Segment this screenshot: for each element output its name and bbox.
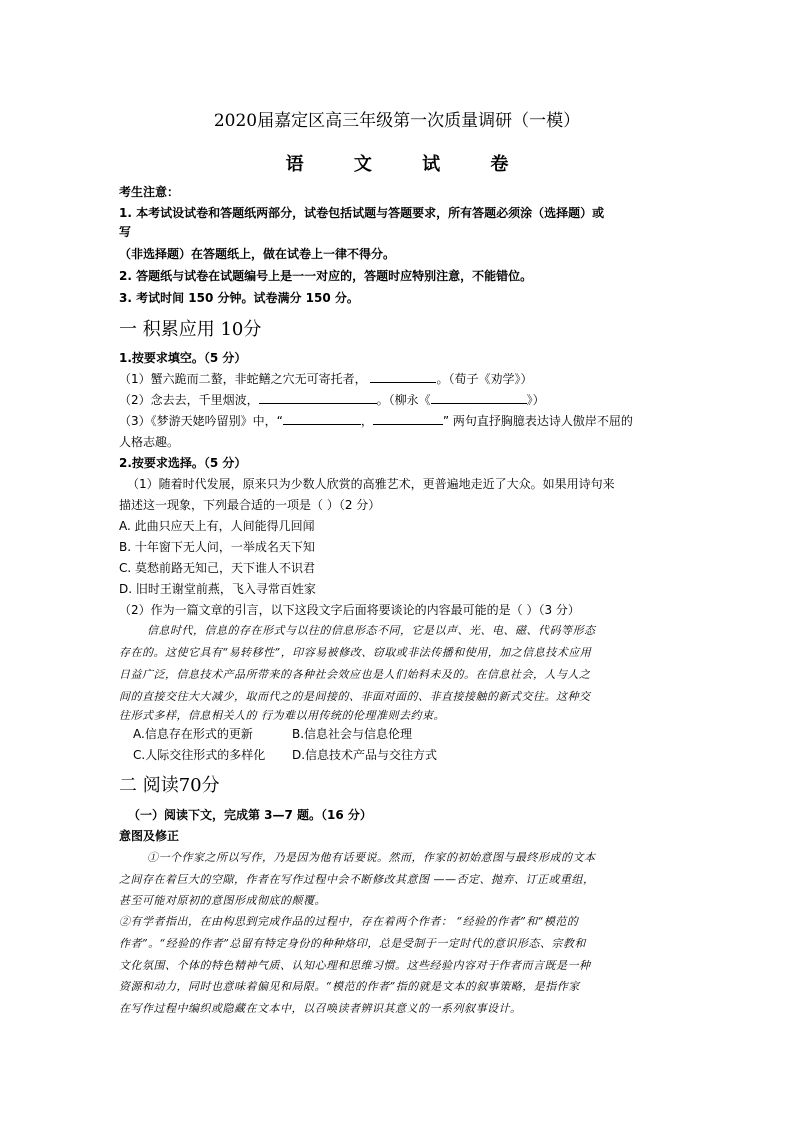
choice-option-d: D. 旧时王谢堂前燕，飞入寻常百姓家 — [119, 582, 316, 596]
section-heading: 一 积累应用 10分 — [119, 319, 262, 340]
question-text: 。（柳永《 — [376, 393, 431, 407]
choice-option-d: D.信息技术产品与交往方式 — [292, 748, 438, 762]
question-text: 》） — [526, 393, 545, 407]
notes-line: 1. 本考试设试卷和答题纸两部分，试卷包括试题与答题要求，所有答题必须涂（选择题）或 — [119, 206, 605, 220]
question-heading: 2.按要求选择。（5 分） — [119, 456, 247, 470]
question-text: ” 两句直抒胸臆表达诗人傲岸不屈的 — [442, 414, 633, 428]
exam-subtitle: 语 文 试 卷 — [285, 154, 531, 175]
question-line: 描述这一现象，下列最合适的一项是（ ）（2 分） — [119, 498, 381, 512]
choice-option-a: A. 此曲只应天上有，人间能得几回闻 — [119, 519, 315, 533]
choice-option-c: C. 莫愁前路无知己，天下谁人不识君 — [119, 561, 316, 575]
notes-line: 写 — [119, 225, 132, 239]
question-line — [119, 412, 633, 429]
exam-title: 2020届嘉定区高三年级第一次质量调研（一模） — [213, 111, 581, 131]
notes-line: （非选择题）在答题纸上，做在试卷上一律不得分。 — [119, 247, 396, 261]
article-line: 在写作过程中编织或隐藏在文本中，以召唤读者辨识其意义的一系列叙事设计。 — [119, 1002, 522, 1015]
question-line — [119, 391, 545, 408]
article-line: ②有学者指出，在由构思到完成作品的过程中，存在着两个作者： “经验的作者”和“模范的 — [119, 915, 579, 928]
article-title: 意图及修正 — [119, 829, 180, 843]
choice-option-b: B. 十年窗下无人问，一举成名天下知 — [119, 540, 315, 554]
article-line: 甚至可能对原初的意图形成彻底的颠覆。 — [119, 894, 326, 907]
answer-blank[interactable] — [373, 412, 443, 425]
answer-blank[interactable] — [431, 391, 527, 404]
notes-line: 3. 考试时间 150 分钟。试卷满分 150 分。 — [119, 291, 359, 305]
choice-option-a: A.信息存在形式的更新 — [133, 727, 253, 741]
answer-blank[interactable] — [370, 370, 436, 383]
choice-option-b: B.信息社会与信息伦理 — [292, 727, 413, 741]
reading-subheading: （一）阅读下文，完成第 3—7 题。（16 分） — [128, 808, 372, 822]
question-line: 人格志趣。 — [119, 435, 180, 449]
question-text: （3）《梦游天姥吟留别》中，“ — [119, 414, 283, 428]
article-line: 资源和动力，同时也意味着偏见和局限。“模范的作者”指的就是文本的叙事策略，是指作家 — [119, 980, 580, 993]
passage-line: 日益广泛，信息技术产品所带来的各种社会效应也是人们始料未及的。在信息社会，人与人之 — [119, 668, 591, 681]
question-line: （2）作为一篇文章的引言，以下这段文字后面将要谈论的内容最可能的是（ ）（3 分） — [119, 603, 580, 617]
passage-line: 间的直接交往大大减少，取而代之的是间接的、非面对面的、非直接接触的新式交往。这种交 — [119, 690, 591, 703]
notes-heading: 考生注意： — [119, 185, 180, 199]
question-text: ， — [360, 414, 373, 428]
answer-blank[interactable] — [259, 391, 377, 404]
article-line: 文化氛围、个体的特色精神气质、认知心理和思维习惯。这些经验内容对于作者而言既是一种 — [119, 959, 591, 972]
passage-line: 往形式多样，信息相关人的 行为难以用传统的伦理准则去约束。 — [119, 709, 445, 722]
section-heading: 二 阅读70分 — [119, 775, 220, 796]
answer-blank[interactable] — [283, 412, 361, 425]
article-line: 之间存在着巨大的空隙，作者在写作过程中会不断修改其意图 ——否定、抛弃、订正或重组， — [119, 873, 595, 886]
choice-option-c: C.人际交往形式的多样化 — [133, 748, 266, 762]
question-text: 。（荀子《劝学》） — [436, 372, 533, 386]
article-line: ①一个作家之所以写作，乃是因为他有话要说。然而，作家的初始意图与最终形成的文本 — [147, 851, 596, 864]
article-line: 作者”。“经验的作者”总留有特定身份的种种烙印，总是受制于一定时代的意识形态、宗教和 — [119, 937, 586, 950]
question-line — [119, 370, 532, 387]
passage-line: 存在的。这使它具有“易转移性”，印容易被修改、窃取或非法传播和使用，加之信息技术应用 — [119, 646, 592, 659]
question-heading: 1.按要求填空。（5 分） — [119, 351, 247, 365]
question-line: （1）随着时代发展，原来只为少数人欣赏的高雅艺术，更普遍地走近了大众。如果用诗句来 — [127, 477, 615, 491]
passage-line: 信息时代，信息的存在形式与以往的信息形态不同，它是以声、光、电、磁、代码等形态 — [147, 624, 596, 637]
question-text: （2）念去去，千里烟波， — [119, 393, 259, 407]
notes-line: 2. 答题纸与试卷在试题编号上是一一对应的，答题时应特别注意，不能错位。 — [119, 269, 533, 283]
question-text: （1）蟹六跪而二螯，非蛇鳝之穴无可寄托者， — [119, 372, 367, 386]
